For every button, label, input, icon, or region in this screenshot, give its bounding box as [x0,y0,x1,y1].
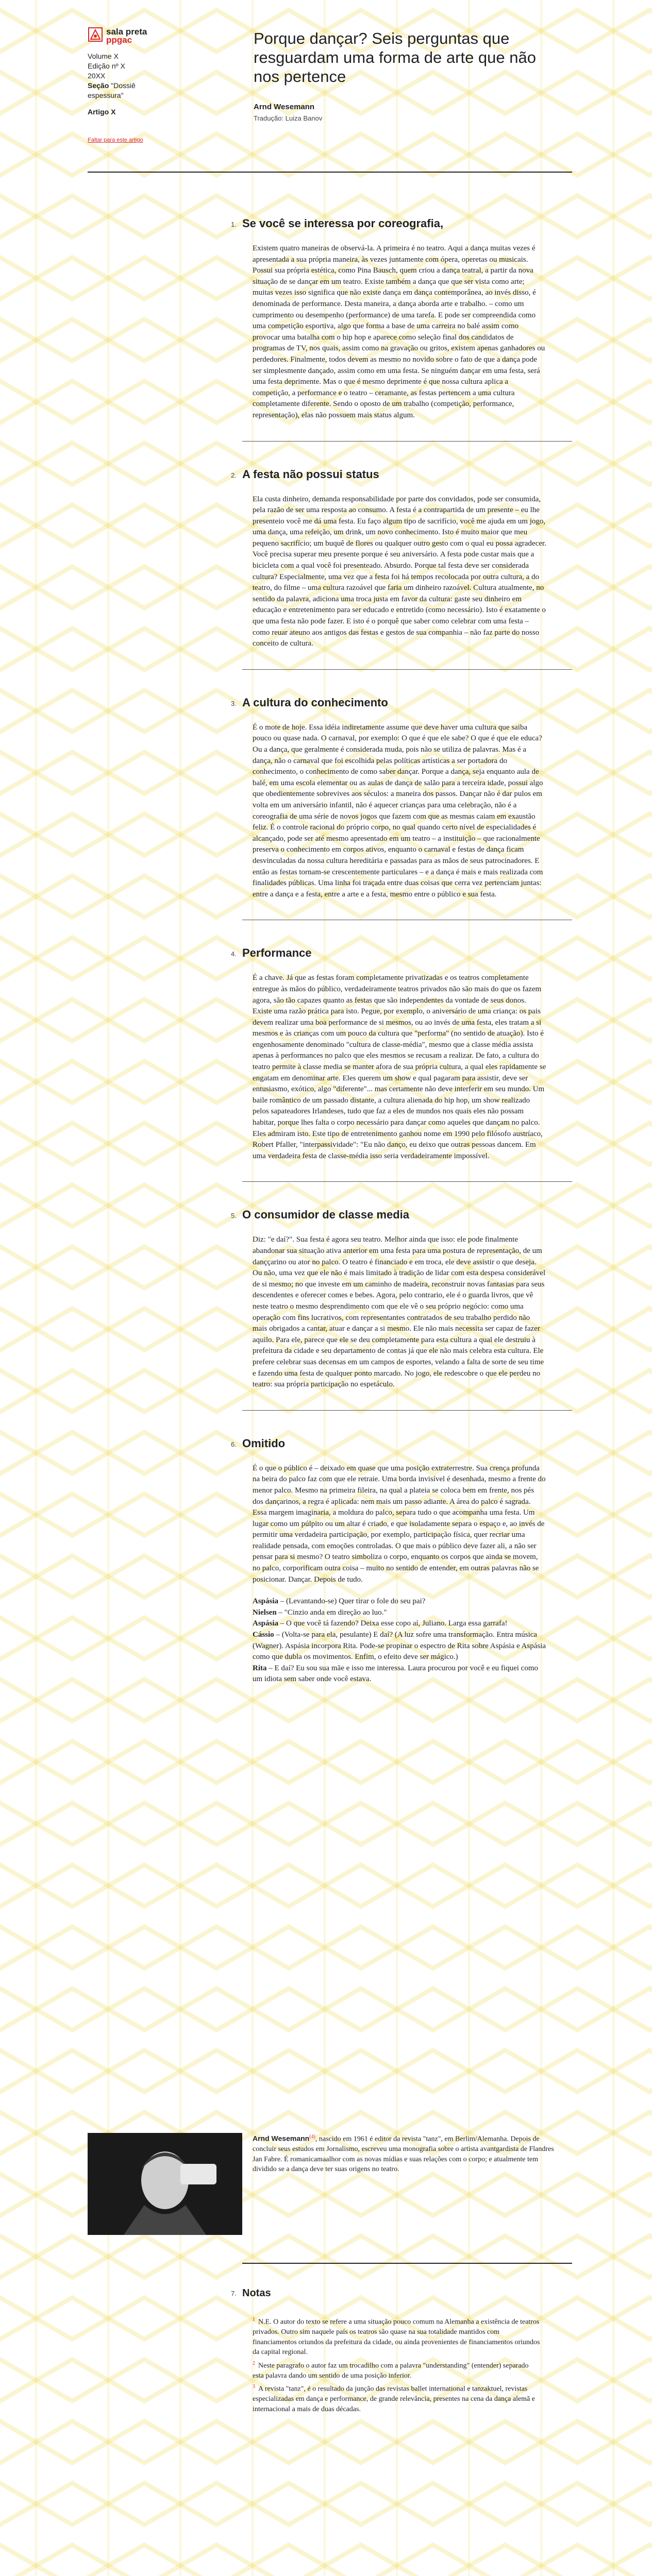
speaker: Nielsen [253,1608,277,1617]
section-divider [242,1181,572,1182]
paragraph: Existem quatro maneiras de observá-la. A primeira é no teatro. Aqui a dança muitas vezes é apresentada a sua própria maneira, às vezes juntamente com ópera, operetas ou musicais. Possui sua própria estética, como Pina Bausch, quem criou a dança teatral, a partir da nova situação de se dançar em um teatro. Existe também a dança que que ser vista como arte; muitas vezes isso significa que não existe dança em dança contemporânea, ao invés disso, é denominada de performance. Desta maneira, a dança aborda arte e trabalho. – como um cumprimento ou desempenho (performance) de uma tarefa. E pode ser compreendida como uma competição esportiva, algo que forma a base de uma carreira no balé assim como provocar uma batalha com o hip hop e aparece como seleção final dos candidatos de programas de TV, nos quais, assim como na gravação ou gritos, existem apenas ganhadores ou perdedores. Finalmente, todos devem as mesmo no novido sobre o fato de que a dança pode ser simplesmente dançado, assim como em uma festa. Se ninguém dançar em uma festa, será uma festa deprimente. Mas o que é mesmo deprimente é que nossa cultura aplica a competição, a performance e o teatro – ceramante, as festas pertencem a uma cultura completamente diferente. Sendo o oposto de um trabalho (competição, performance, representação), elas não possuem mais status algum. [253,244,545,419]
journal-logo[interactable] [88,27,165,44]
line: – E daí? Eu sou sua mãe e isso me interessa. Laura procurou por você e eu fiquei como um idiota sem saber onde você estava. [253,1664,538,1684]
note-number[interactable]: 1 [253,2317,255,2323]
speaker: Aspásia [253,1597,279,1606]
section-4 [231,946,572,1162]
section-title: Performance [242,946,312,960]
speaker: Rita [253,1664,267,1672]
logo-line-1: sala preta [106,27,147,37]
logo-icon [88,27,103,42]
paragraph: Diz: "e daí?". Sua festa é agora seu teatro. Melhor ainda que isso: ele pode finalmente abandonar sua situação ativa anterior em uma festa para uma postura de representação, de um danççarino ou ator no palco. O teatro é financiado e em troca, ele deve assistir o que deseja. Ou não, uma vez que ele não é mais limitado à tradição de lidar com esta despesa considerável de si mesmo; no que investe em um caminho de madeira, reconstruir novas fantasias para seus descendentes e oferecer comes e bebes. Agora, pelo contrario, ele é o guarda livros, que vê neste teatro o mesmo desprendimento com que ele vê o seu próprio negócio: como uma operação com fins lucrativos, com representantes contratados de seu trabalho perdido não mais obrigados a cantar, atuar e dançar a si mesmo. Ele não mais necessita ser capaz de fazer aquilo. Para ele, parece que ele se deu completamente para esta cultura a qual ele destruiu à prefeitura da cidade e seu departamento de contas já que ele não mais celebra esta cultura. Ele prefere celebrar suas decensas em um campos de esportes, velando a falta de sorte de seu time e fazendo uma festa de qualquer ponto marcado. No jogo, ele redescobre o que ele perdeu no teatro: sua própria participação no espetáculo. [253,1235,546,1389]
section-info [88,81,165,100]
line: – (Volta-se para ela, pesulante) E daí? (A luz sofre uma transformação. Entra música (Wagner). Aspásia incorpora Rita. Pode-se propinar o espectro de Rita sobre Aspásia e Aspásia como que dubla os movimentos. Enfim, o efeito deve ser mágico.) [253,1631,546,1662]
section-value: "Dossiê espessura" [88,81,136,99]
footnote-ref[interactable]: (4) [309,2134,315,2140]
section-number: 5. [231,1212,237,1220]
author-photo [88,2133,242,2235]
volume: Volume X [88,52,119,60]
note-number[interactable]: 3 [253,2384,255,2390]
dialogue-line [253,1596,546,1607]
note-number[interactable]: 2 [253,2360,255,2366]
article-body [231,216,572,1685]
note-text: A revista "tanz", é o resultado da junção das revistas ballet international e tanzaktuel, revistas especializadas em dança e performance, de grande relevância, presentes na cena da dança alemã e internacional a mais de duas décadas. [253,2385,536,2413]
section-2 [231,467,572,650]
section-title: Se você se interessa por coreografia, [242,217,444,230]
article-number: Artigo X [88,108,116,116]
section-divider [242,441,572,442]
section-title: A cultura do conhecimento [242,696,388,709]
dialogue-line [253,1630,546,1663]
section-6 [231,1436,572,1685]
note-text: N.E. O autor do texto se refere a uma situação pouco comum na Alemanha a existência de teatros privados. Outro sim naquele país os teatros são quase na sua totalidade mantidos com financiamentos oriundos da prefeitura da cidade, ou ainda provenientes de financiamentos oriundos da capital regional. [253,2318,540,2357]
edition: Edição nº X [88,61,125,70]
paragraph: É a chave. Já que as festas foram completamente privatizadas e os teatros completamente entregue às mãos do público, verdadeiramente teatros privados não são mais do que os fazem agora, são tão capazes quanto as festas que são independentes da vontade de seus donos. Existe uma razão prática para isto. Pegue, por exemplo, o aniversário de uma criança: os pais devem realizar uma boa performance de si mesmos, ou ao invés de uma festa, eles tratam a si mesmos e às crianças com um pouco da cultura que "performa" (no sentido de atuação). Isto é engenhosamente denominado "cultura de classe-média", mesmo que a classe média assista apenas à performances no palco que eles mesmos se recusam a realizar. De fato, a cultura do teatro permite à classe media se manter afora de sua própria cultura, a qual eles rapidamente se engatam em denominar arte. Eles querem um show e qual pagaram para assistir, deve ser entusiasmo, exótico, algo "diferente"... mas certamente não deve interferir em seu mundo. Um baile romântico de um passado distante, a cultura alienada do hip hop, um show realizado pelos sapateadores Irlandeses, tudo que faz a eles de mundos nos quais eles não possam habitar, porque lhes falta o corpo necessário para dançar como aqueles que dançam no palco. Eles admiram isto. Este tipo de entretenimento ganhou nome em 1990 pelo filósofo austríaco, Robert Pfaller, "interpassividade": "Eu não danço, eu deixo que outras pessoas dancem. Em uma verdadeira festa de classe-média isso seria verdadeiramente impossível. [253,974,546,1160]
paragraph: É o que o público é – deixado em quase que uma posição extraterrestre. Sua crença profunda na beira do palco faz com que ele retraie. Uma borda invisível é desenhada, mesmo a frente do menor palco. Mesmo na primeira fileira, na qual a plateia se coloca bem em frente, nos pés dos dançarinos, a regra é aplicada: nem mais um passo adiante. A área do palco é sagrada. Essa margem imaginaria, a moldura do palco, separa tudo o que acompanha uma festa. Um lugar como um púlpito ou um altar é criado, e que isoladamente separa o espaço e, ao invés de permitir uma verdadeira participação, por exemplo, participação física, quer recriar uma realidade pensada, com emoções controladas. O que mais o público deve fazer ali, a não ser pensar para si mesmo? O teatro simboliza o corpo, enquanto os corpos que ainda se movem, no palco, corporificam outra coisa – muito no sentido de entender, em outras palavras não se posicionar. Dançar. Depois de tudo. [253,1464,546,1584]
section-5 [231,1208,572,1390]
section-number: 6. [231,1440,237,1448]
dialogue-line [253,1607,546,1619]
notes-divider [242,2263,572,2264]
notes-number: 7. [231,2290,237,2297]
section-number: 2. [231,471,237,479]
header-divider [88,172,572,173]
note-item [253,2359,541,2381]
line: – O que você tá fazendo? Deixa esse copo aí, Juliano. Larga essa garrafa! [280,1619,508,1628]
section-number: 3. [231,699,237,707]
speaker: Aspásia [253,1619,279,1628]
section-1 [231,216,572,421]
section-title: A festa não possui status [242,467,379,481]
dialogue [253,1596,546,1685]
article-header [254,29,542,122]
logo-line-2: ppgac [106,35,132,45]
section-title: Omitido [242,1436,286,1450]
paragraph: Ela custa dinheiro, demanda responsabilidade por parte dos convidados, pode ser consumida, pela razão de ser uma resposta ao consumo. A festa é a contrapartida de um presente – eu lhe presenteio você me dá uma festa. Eu faço algum tipo de sacrifício, você me ajuda em um jogo, uma dança, uma refeição, um drink, um novo conhecimento. Isto é muito maior que meu pequeno sacrifício; um buquê de flores ou qualquer outro gesto com o qual eu possa agradecer. Você precisa superar meu presente porque é seu aniversário. A festa pode custar mais que a bicicleta com a qual você foi presenteado. Absurdo. Porque tal festa deve ser considerada cultura? Especialmente, uma vez que a festa foi há tempos recolocada por outra cultura, a do teatro, do filme – uma cultura razoável que faria um dinheiro razoável. Cultura atualmente, no sentido da palavra, adiciona uma troca justa em favor da cultura: gaste seu dinheiro em educação e entretenimento para ser educado e entretido (como necessário). Isto é exatamente o que uma festa não pode fazer. E isto é o porquê que saber como celebrar com uma festa – como reuar ateuno aos antigos das festas e gestos de sua companhia – não faz parte do nosso conceito de cultura. [253,495,546,648]
note-text: Neste paragrafo o autor faz um trocadilho com a palavra "understanding" (entender) separado esta palavra dando um sentido de uma posição inferior. [253,2362,529,2380]
note-item [253,2382,541,2414]
section-number: 4. [231,950,237,958]
paragraph: É o mote de hoje. Essa idéia indiretamente assume que deve haver uma cultura que saiba pouco ou quase nada. O carnaval, por exemplo: O que é que ele sabe? O que é que ele educa? Ou a dança, que geralmente é considerada muda, pois não se utiliza de palavras. Mas é a dança, não o carnaval que foi escolhida pelas políticas artísticas a ser portadora do conhecimento, o conhecimento de como saber dançar. Porque a dança, seja enquanto aula de balé, em uma escola elementar ou as aulas de dança de salão para a terceira idade, possui algo que obedientemente sobrevives aos séculos: a maneira dos passos. Dançar não é dar pulos em volta em um aniversário infantil, não é aquecer crianças para uma celebração, não é a coreografia de uma série de novos jogos que fazem com que as mesmas caiam em exaustão feliz. É o controle racional do próprio corpo, no qual quando certo nível de especialidades é alcançado, pode ser até mesmo apresentado em um teatro – a instituição – que racionalmente preserva o conhecimento em corpos ativos, enquanto o carnaval e festas de dança ficam desvinculadas da nossa cultura hereditária e passadas para as mãos de seus patrocinadores. E então as festas tornam-se crescentemente particulares – e a dança é mais e mais realizada com finalidades públicas. Uma linha foi traçada entre duas coisas que cerra vez pertenciam juntas: entre a dança e a festa, entre a arte e a festa, mesmo entre o público e sua festa. [253,723,543,899]
notes-section [231,2287,572,2415]
page-title: Porque dançar? Seis perguntas que resguardam uma forma de arte que não nos pertence [254,29,536,86]
section-title: O consumidor de classe media [242,1208,410,1222]
line: – "Cinzio anda em direção ao luo." [278,1608,387,1617]
author-bio-name: Arnd Wesemann [253,2134,310,2143]
year: 20XX [88,71,106,80]
note-item [253,2315,541,2358]
pdf-link[interactable]: Faltar para este artigo [88,137,143,144]
dialogue-line [253,1618,546,1630]
section-number: 1. [231,221,237,228]
section-label: Seção [88,81,109,90]
speaker: Cássio [253,1631,274,1639]
section-divider [242,669,572,670]
sidebar [88,27,165,144]
author-bio [253,2132,562,2175]
author-name: Arnd Wesemann [254,103,315,111]
section-divider [242,1410,572,1411]
line: – (Levantando-se) Quer tirar o fole do seu pai? [280,1597,426,1606]
notes-title: Notas [242,2287,271,2299]
translator: Tradução: Luiza Banov [254,114,323,122]
author-bio-text: , nascido em 1961 é editor da revista "tanz", em Berlim/Alemanha. Depois de concluir seus estudos em Jornalismo, escreveu uma monografia sobre o artista avantgardista de Flandres Jan Fabre. É romanicamaalhor com as novas mídias e suas relações com o corpo; e atualmente tem dividido se a dança deve ter suas origens no teatro. [253,2135,554,2174]
section-3 [231,696,572,901]
dialogue-line [253,1663,546,1685]
issue-meta [88,52,165,100]
